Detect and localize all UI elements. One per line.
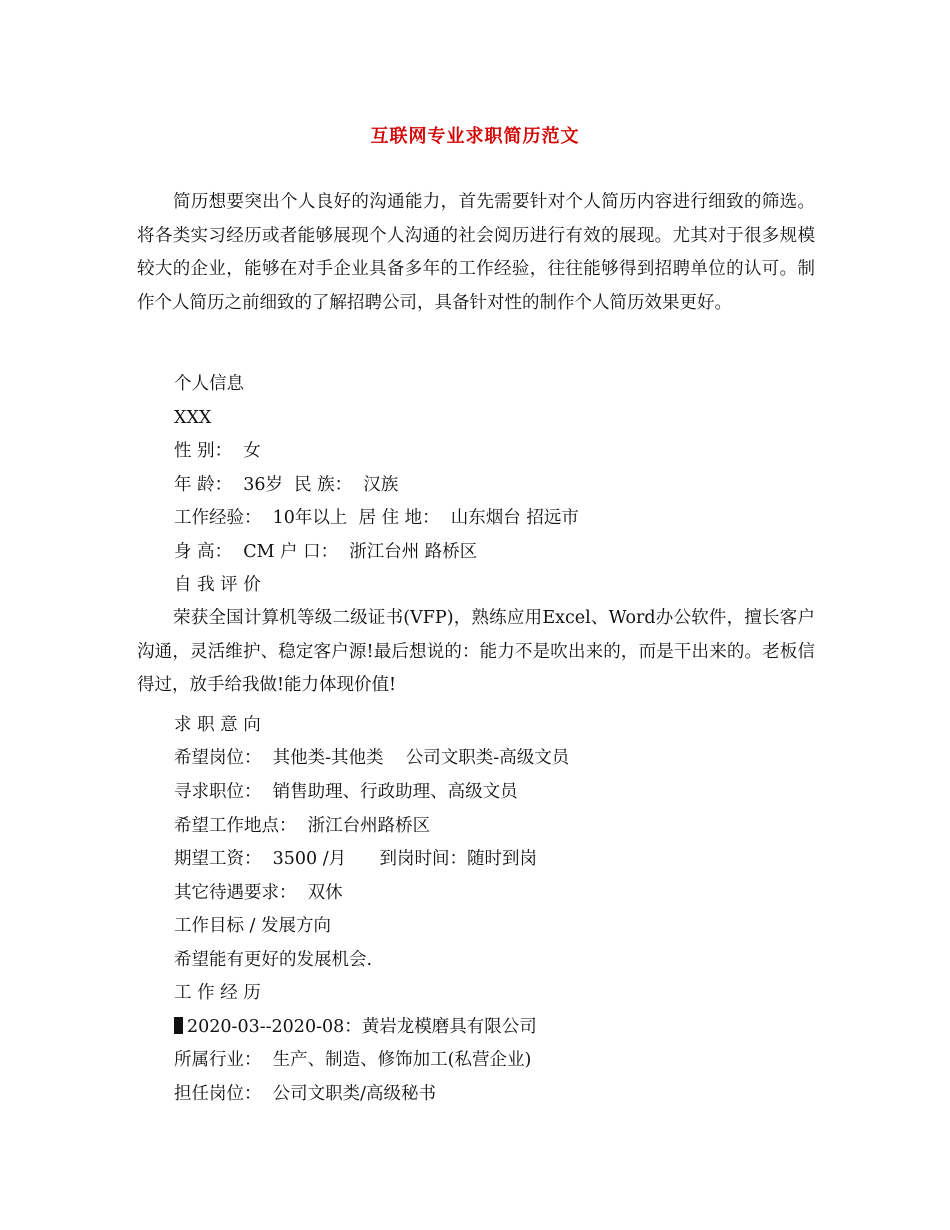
goal-heading: 工作目标 / 发展方向 (174, 916, 332, 936)
intro-paragraph: 简历想要突出个人良好的沟通能力，首先需要针对个人简历内容进行细致的筛选。将各类实习经历或者能够展现个人沟通的社会阅历进行有效的展现。尤其对于很多规模较大的企业，能够在对手企业具备多年的工作经验，往往能够得到招聘单位的认可。制作个人简历之前细致的了解招聘公司，具备针对性的制作个人简历效果更好。 (137, 192, 815, 313)
work-history-heading: 工 作 经 历 (174, 983, 261, 1003)
name-line: XXX (174, 408, 212, 428)
self-eval-heading: 自 我 评 价 (174, 575, 261, 595)
experience-residence-line: 工作经验： 10年以上 居 住 地： 山东烟台 招远市 (174, 508, 579, 528)
industry-line: 所属行业： 生产、制造、修饰加工(私营企业) (174, 1050, 532, 1070)
personal-info-heading: 个人信息 (174, 374, 244, 394)
work-entry-line (174, 1015, 537, 1039)
gender-line: 性 别： 女 (174, 441, 261, 461)
role-line: 担任岗位： 公司文职类/高级秘书 (174, 1084, 437, 1104)
age-ethnicity-line: 年 龄： 36岁 民 族： 汉族 (174, 475, 399, 495)
self-eval-paragraph: 荣获全国计算机等级二级证书(VFP)，熟练应用Excel、Word办公软件，擅长客户沟通，灵活维护、稳定客户源!最后想说的：能力不是吹出来的，而是干出来的。老板信得过，放手给我做!能力体现价值! (137, 608, 815, 695)
document-title: 互联网专业求职简历范文 (370, 126, 580, 147)
desired-position-line: 希望岗位： 其他类-其他类 公司文职类-高级文员 (174, 748, 570, 768)
work-entry-text: 2020-03--2020-08：黄岩龙模磨具有限公司 (187, 1017, 537, 1037)
bullet-square-icon (174, 1017, 183, 1034)
salary-arrival-line: 期望工资： 3500 /月 到岗时间：随时到岗 (174, 849, 537, 869)
height-hukou-line: 身 高： CM 户 口： 浙江台州 路桥区 (174, 542, 478, 562)
benefits-line: 其它待遇要求： 双休 (174, 883, 343, 903)
goal-text: 希望能有更好的发展机会. (174, 950, 373, 970)
job-intent-heading: 求 职 意 向 (174, 715, 261, 735)
seeking-position-line: 寻求职位： 销售助理、行政助理、高级文员 (174, 782, 518, 802)
desired-location-line: 希望工作地点： 浙江台州路桥区 (174, 816, 431, 836)
